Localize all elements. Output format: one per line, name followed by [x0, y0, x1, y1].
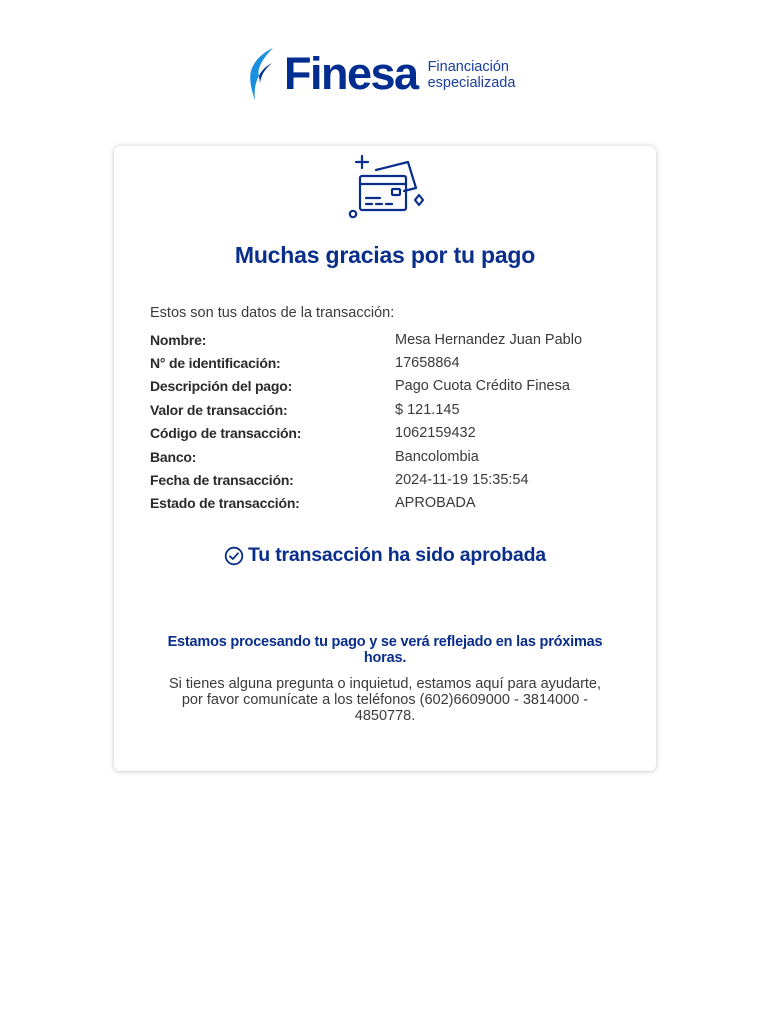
detail-label: N° de identificación: [150, 355, 281, 372]
detail-value: 2024-11-19 15:35:54 [395, 472, 529, 489]
processing-message: Estamos procesando tu pago y se verá reflejado en las próximas horas. [167, 634, 603, 666]
credit-card-payment-icon [346, 154, 426, 220]
detail-label: Nombre: [150, 331, 207, 348]
detail-value: $ 121.145 [395, 401, 460, 418]
detail-row-nombre [150, 328, 620, 351]
detail-label: Banco: [150, 448, 197, 465]
detail-label: Fecha de transacción: [150, 472, 294, 489]
detail-value: Pago Cuota Crédito Finesa [395, 378, 570, 395]
detail-value: Bancolombia [395, 448, 479, 465]
detail-value: 17658864 [395, 355, 460, 372]
detail-label: Estado de transacción: [150, 495, 300, 512]
detail-row-identificacion [150, 351, 620, 374]
brand-tagline [428, 59, 516, 91]
transaction-intro: Estos son tus datos de la transacción: [150, 305, 395, 321]
detail-row-estado [150, 492, 620, 515]
approved-text: Tu transacción ha sido aprobada [248, 544, 546, 566]
page-title: Muchas gracias por tu pago [234, 242, 536, 268]
brand-name: Finesa [284, 47, 418, 99]
detail-row-codigo [150, 422, 620, 445]
brand-tagline-line2: especializada [427, 75, 516, 91]
finesa-logo-icon [246, 47, 276, 101]
check-circle-icon [224, 546, 244, 566]
detail-row-valor [150, 398, 620, 421]
brand-tagline-line1: Financiación [427, 59, 509, 75]
detail-row-fecha [150, 468, 620, 491]
detail-label: Descripción del pago: [150, 378, 293, 395]
detail-label: Valor de transacción: [150, 401, 288, 418]
confirmation-card [114, 146, 656, 771]
detail-label: Código de transacción: [150, 425, 302, 442]
detail-value: Mesa Hernandez Juan Pablo [395, 331, 583, 348]
detail-value: 1062159432 [395, 425, 476, 442]
detail-row-descripcion [150, 375, 620, 398]
detail-row-banco [150, 445, 620, 468]
approved-status [114, 544, 656, 567]
finesa-logo [246, 46, 515, 102]
contact-message: Si tienes alguna pregunta o inquietud, estamos aquí para ayudarte, por favor comunícate a los teléfonos (602)6609000 - 3814000 - 4850778. [168, 676, 602, 724]
detail-value: APROBADA [395, 495, 476, 512]
transaction-details [150, 328, 620, 515]
